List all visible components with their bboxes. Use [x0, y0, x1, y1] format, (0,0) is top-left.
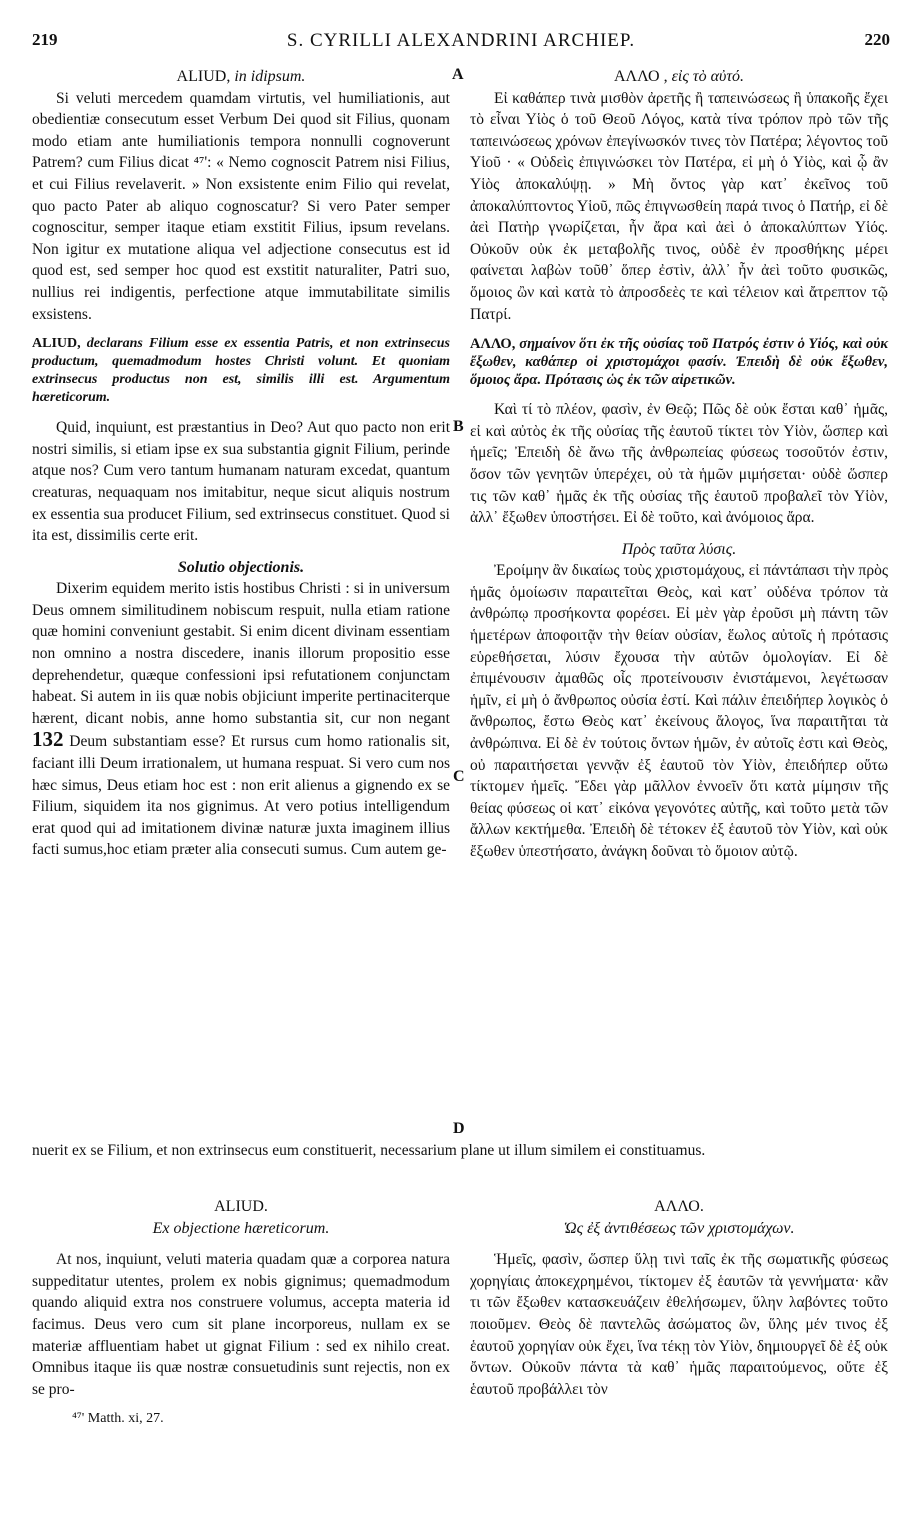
running-title: S. CYRILLI ALEXANDRINI ARCHIEP.: [286, 30, 636, 51]
greek-column: [470, 66, 888, 863]
margin-letter-d: D: [453, 1120, 465, 1137]
footnote: ⁴⁷' Matth. xi, 27.: [72, 1411, 164, 1427]
paragraph: Ἐροίμην ἂν δικαίως τοὺς χριστομάχους, εἰ πάντάπασι τὴν πρὸς ἡμᾶς ὁμοίωσιν παραιτεῖται Θεὸς, καὶ κατ᾽ οὐδένα τρόπον τὰ ἀνθρώπῳ προσήκοντα φορέσει. Εἰ μὲν γὰρ ἐροῦσι μὴ πάντη τῶν ἡμετέρων ἀποφοιτᾷν τὴν θείαν οὐσίαν, ἕωλος αὐτοῖς ἡ πρότασις εὑρεθήσεται, λύσιν ἔχουσα τὴν αὐτῶν ὁμολογίαν. Εἰ δὲ ἐπιμένουσιν ἀμαθῶς οἷς προτείνουσιν ἐνιστάμενοι, λεγέτωσαν ἡμῖν, εἰ μὴ ὁ ἄνθρωπος οὐσία ἐστί. Καὶ πάλιν ἐπειδήπερ λογικὸς ὁ ἄνθρωπος, ἔστω Θεὸς κατ᾽ ἐκείνους ἄλογος, ἵνα παραιτῆται τὰ ἀνθρώπινα. Εἰ δὲ ἐν τούτοις ὄντων ἡμῶν, ἐν αὐτοῖς ἐστι καὶ Θεὸς, οὐ παραιτήσεται γεννᾷν ἐξ ἑαυτοῦ τὸν Υἱὸν, ἐπειδήπερ οὕτω τίκτομεν ἡμεῖς. Ἔδει γὰρ μᾶλλον ἐννοεῖν ὅτι κατὰ μίμησιν τῆς θείας φύσεως οἱ κατ᾽ εἰκόνα γεγονότες αὐτῆς, καὶ τοῦτο μετὰ τῶν ἄλλων κεκτήμεθα. Ἐπειδὴ δὲ τέτοκεν ἐξ ἑαυτοῦ τὸν Υἱὸν, καὶ οὐκ ἔξωθεν ὑπεστήσατο, ἀνάγκη δοῦναι τὸ ὅμοιον αὐτῷ.: [470, 562, 888, 860]
section-heading: Πρὸς ταῦτα λύσις.: [621, 540, 737, 558]
section-heading: ΑΛΛΟ , εἰς τὸ αὐτό.: [613, 68, 745, 85]
section-subheading: Ex objectione hæreticorum.: [152, 1219, 330, 1237]
margin-letter-c: C: [453, 768, 465, 785]
section-subheading: Ὡς ἐξ ἀντιθέσεως τῶν χριστομάχων.: [563, 1219, 795, 1237]
section-heading: ΑΛΛΟ.: [654, 1198, 704, 1215]
paragraph: Εἰ καθάπερ τινὰ μισθὸν ἀρετῆς ἢ ταπεινώσεως ἢ ὑπακοῆς ἔχει τὸ εἶναι Υἱὸς ὁ τοῦ Θεοῦ Λόγος, κατὰ τίνα τρόπον πρὸ τῶν τῆς ταπεινώσεως χρόνων ἐπεγίνωσκόν τινες τὸν Πατέρα; λέγοντος τοῦ Υἱοῦ · « Οὐδεὶς ἐπιγινώσκει τὸν Πατέρα, εἰ μὴ ὁ Υἱὸς, καὶ ᾧ ἂν Υἱὸς ἀποκαλύψῃ. » Μὴ ὄντος γὰρ κατ᾽ ἐκεῖνος τοῦ ἀποκαλύπτοντος Υἱοῦ, πῶς ἐπιγνωσθείη παρά τινος ὁ Πατήρ, εἰ δὲ ἀεὶ Πατὴρ γνωρίζεται, ἦν ἄρα καὶ ἀεὶ ὁ ἀποκαλύπτων Υἱός. Οὐκοῦν οὐκ ἐκ μεταβολῆς τινος, οὐδὲ ἐν προσθήκης μέρει φαίνεται λαβὼν τοῦθ᾽ ὅπερ ἐστὶν, ἀλλ᾽ ἦν ἀεὶ τοῦτο φυσικῶς, ὅμοιος ὢν καὶ κατὰ τὸ ἀπροσδεὲς τε καὶ τέλειον καὶ ἄτρεπτον τῷ Πατρί.: [470, 89, 888, 323]
section-heading: ALIUD, in idipsum.: [176, 68, 306, 85]
margin-letter-a: A: [452, 66, 464, 83]
margin-letter-b: B: [453, 418, 464, 435]
paragraph: Καὶ τί τὸ πλέον, φασὶν, ἐν Θεῷ; Πῶς δὲ οὐκ ἔσται καθ᾽ ἡμᾶς, εἰ καὶ αὐτὸς ἐκ τῆς οὐσίας τῆς ἑαυτοῦ τίκτει τὸν Υἱὸν, ὥσπερ καὶ ἡμεῖς; Ἐπειδὴ δὲ ἄνω τῆς ἀνθρωπείας φύσεως τοσοῦτόν ἐστιν, ὅσον τῶν γενητῶν ὑπερέχει, οὐ τὰ ἡμῶν μιμήσεται· οὐδὲ ὥσπερ τις τῶν καθ᾽ ἡμᾶς ἐκ τῆς οὐσίας τῆς ἑαυτοῦ προβαλεῖ τὸν Υἱὸν, ἀλλ᾽ ἔξωθεν ὑποστήσει. Εἰ δὲ τοῦτο, καὶ ἀνόμοιος ἄρα.: [470, 401, 888, 527]
paragraph: Quid, inquiunt, est præstantius in Deo? Aut quo pacto non erit nostri similis, si etiam ipse ex sua substantia gignit Filium, perinde atque nos? Cum vero tantum humanam naturam excedat, quantum creaturas, nequaquam nos imitabitur, neque sicut aliquis nostrum ex essentia sua producet Filium, sed extrinsecus constituet. Quod si ita est, dissimilis certe erit.: [32, 419, 450, 545]
paragraph: Dixerim equidem merito istis hostibus Christi : si in universum Deus omnem similitudinem nobiscum respuit, nulla etiam ratione quæ homini conveniunt gestabit. Si enim dicent divinam essentiam non omnino a nostra discedere, inanis illorum propositio esse deprehendetur, quæque confessioni ipsi refutationem conjunctam habeat. Si autem in iis quæ nobis objiciunt imperite pertinaciterque hærent, dicant nobis, anne homo substantia sit, cur non negant 132 Deum substantiam esse? Et rursus cum homo rationalis sit, faciant illi Deum irrationalem, ut humana respuat. Si vero cum nos hæc simus, Deus etiam hoc est : non erit alienus a gignendo ex se Filium, siquidem ita nos gignimus. At vero potius intelligendum erat quod qui ad imitationem divinæ naturæ juxta imaginem illius facti sumus,hoc etiam præter alia consecuti sumus. Cum autem ge-: [32, 580, 451, 859]
section-heading: ALIUD, declarans Filium esse ex essentia Patris, et non extrinsecus productum, quemadmodum hostes Christi volunt. Et quoniam extrinsecus productus non est, similis illi est. Argumentum hæreticorum.: [32, 336, 450, 406]
spanning-text: nuerit ex se Filium, et non extrinsecus eum constituerit, necessarium plane ut illum similem ei constituamus.: [32, 1142, 706, 1159]
page-header: [32, 30, 890, 58]
page-number-right: 220: [864, 30, 890, 49]
section-heading: Solutio objectionis.: [177, 558, 305, 576]
inline-page-number: 132: [32, 727, 64, 752]
section-heading: ALIUD.: [214, 1198, 268, 1215]
paragraph: Si veluti mercedem quamdam virtutis, vel humiliationis, aut obedientiæ consecutum esset Verbum Dei quod sit Filius, quonam modo etiam ante humiliationis tempora nonnulli cognoverunt Patrem? cum Filius dicat ⁴⁷': « Nemo cognoscit Patrem nisi Filius, et cui Filius revelaverit. » Non exsistente enim Filio qui revelat, quo pacto Pater ab aliquo cognoscatur? Si vero Pater semper cognoscitur, semper itaque etiam exstitit Filius, ipsum revelans. Non igitur ex mutatione aliqua vel adjectione consecutus est id quod est, sed semper hoc quod est exstitit naturaliter, Patri suo, nullius rei indigentis, perfectione atque immutabilitate similis exsistens.: [32, 89, 450, 323]
section-heading: ΑΛΛΟ, σημαίνον ὅτι ἐκ τῆς οὐσίας τοῦ Πατρός ἐστιν ὁ Υἱός, καὶ οὐκ ἔξωθεν, καθάπερ οἱ χριστομάχοι φασίν. Ἐπειδὴ δὲ οὐκ ἔξωθεν, ὅμοιος ἄρα. Πρότασις ὡς ἐκ τῶν αἱρετικῶν.: [470, 336, 889, 389]
paragraph: Ἡμεῖς, φασὶν, ὥσπερ ὕλῃ τινὶ ταῖς ἐκ τῆς σωματικῆς φύσεως χορηγίαις ἀποκεχρημένοι, τίκτομεν ἐξ ἑαυτῶν τὰ γεννήματα· κἂν τι τῶν ἔξωθεν κατασκευάζειν ἐθελήσωμεν, ὕλην λαβόντες τοῦτο ποιοῦμεν. Θεὸς δὲ παντελῶς ἀσώματος ὢν, ὕλης μέν τινος ἐξ ἑαυτοῦ χορηγίαν οὐκ ἔχει, ἵνα τέκῃ τὸν Υἱὸν, δημιουργεῖ δὲ ἐξ οὐκ ὄντων. Οὐκοῦν πάντα τὰ καθ᾽ ἡμᾶς παραιτούμενος, οὔτε ἐξ ἑαυτοῦ προβάλλει τὸν: [470, 1251, 888, 1398]
latin-column: [32, 66, 450, 861]
latin-bottom-column: [32, 1196, 450, 1430]
page-number-left: 219: [32, 30, 58, 49]
paragraph: At nos, inquiunt, veluti materia quadam quæ a corporea natura suppeditatur utentes, prolem ex nobis gignimus; quemadmodum quando aliquid extra nos construere volumus, accepta materia id facimus. Deus vero cum sit plane incorporeus, nullam ex se materiæ affluentiam habet ut gignat Filium : sed ex nihilo creat. Omnibus itaque iis quæ nostræ consuetudinis sunt rejectis, non ex se pro-: [32, 1251, 450, 1398]
greek-bottom-column: [470, 1196, 888, 1400]
